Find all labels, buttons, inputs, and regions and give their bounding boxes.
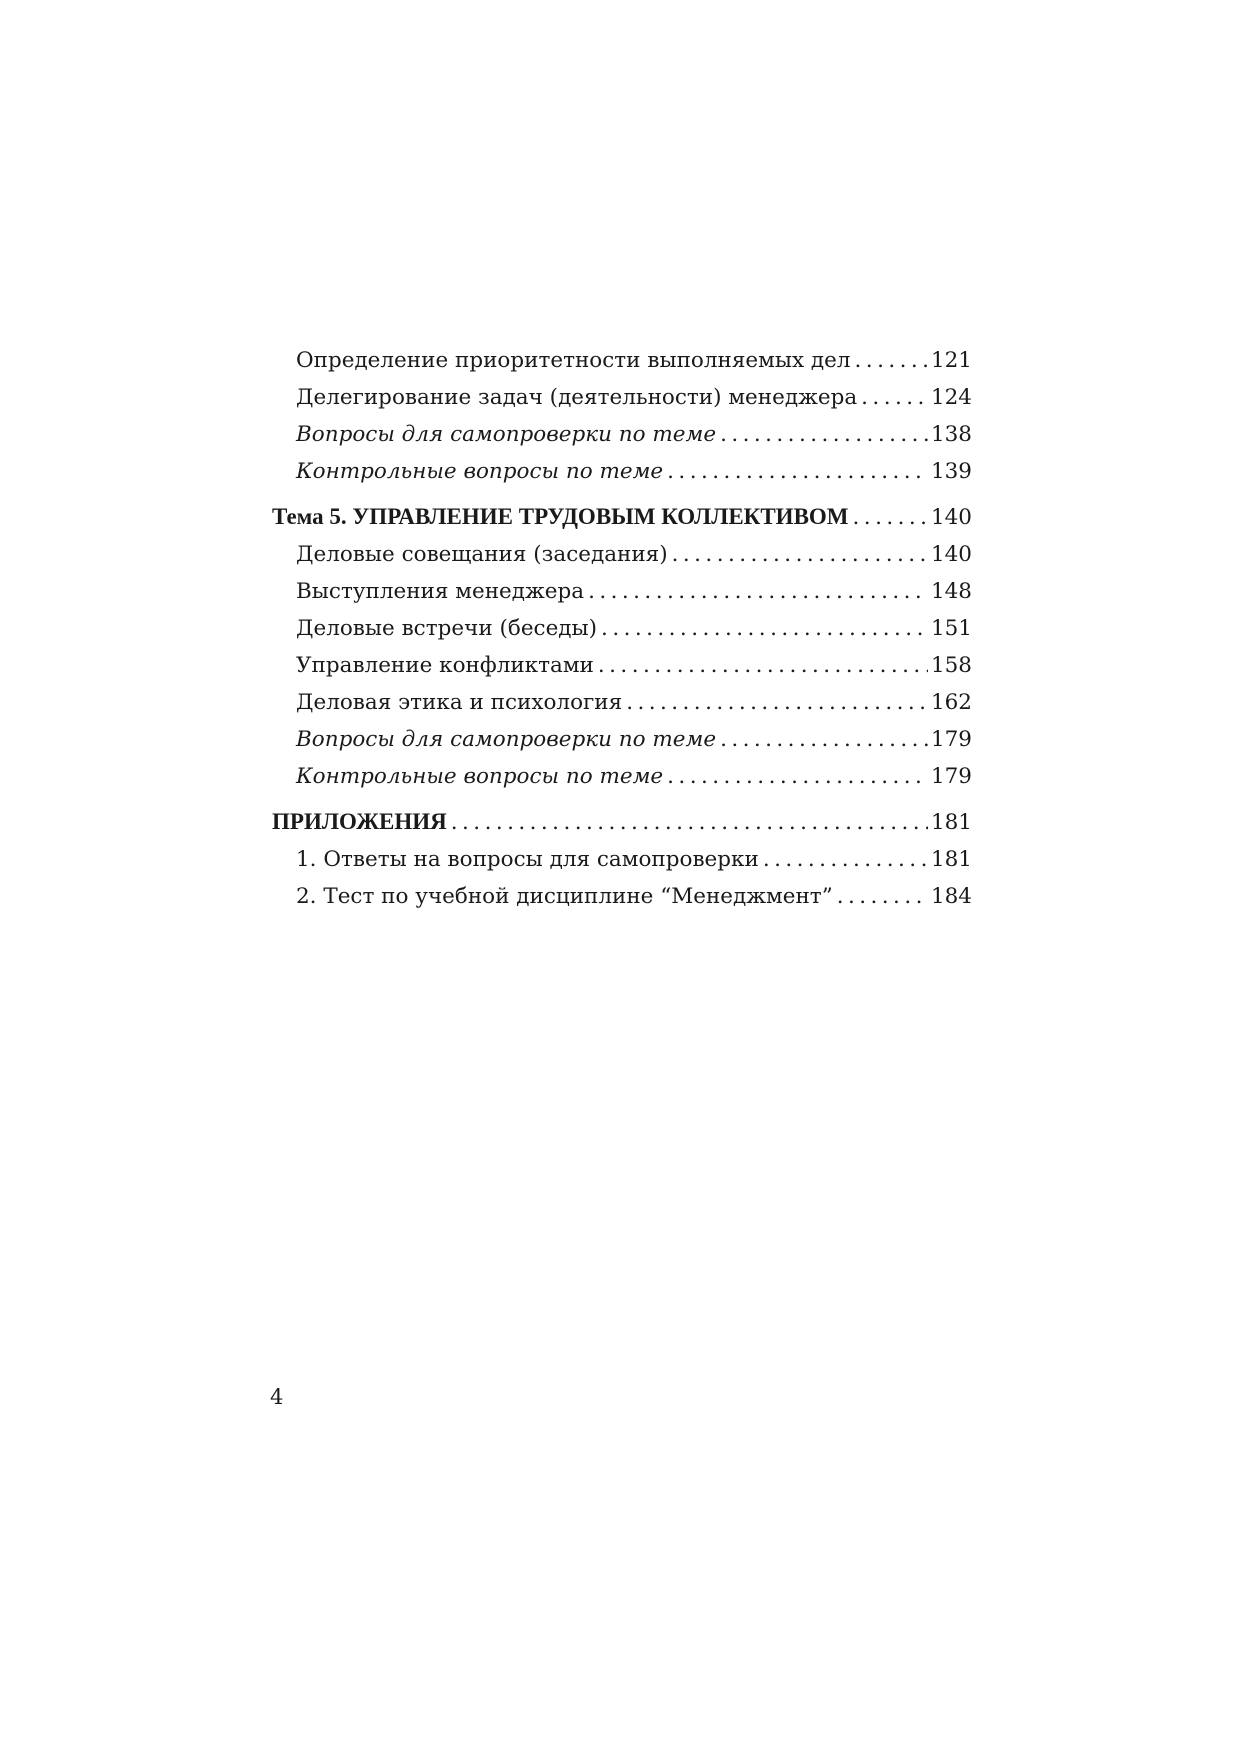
toc-entry-label: 1. Ответы на вопросы для самопроверки [296,847,759,872]
toc-entry[interactable] [272,841,972,878]
toc-page-number: 158 [930,653,972,678]
toc-entry-label: Деловая этика и психология [296,690,623,715]
dot-leader [451,804,928,841]
dot-leader [598,647,928,684]
dot-leader [588,573,928,610]
toc-entry[interactable] [272,684,972,721]
toc-page-number: 139 [930,459,972,484]
toc-entry-label: 2. Тест по учебной дисциплине “Менеджмент” [296,884,833,909]
toc-entry[interactable] [272,610,972,647]
toc-entry[interactable] [272,416,972,453]
toc-entry-label: Контрольные вопросы по теме [296,459,664,484]
toc-section-heading[interactable] [272,803,972,841]
toc-section-heading[interactable] [272,498,972,536]
dot-leader [855,342,928,379]
toc-page-number: 184 [930,884,972,909]
dot-leader [667,758,928,795]
toc-page-number: 148 [930,579,972,604]
toc-entry-label: Деловые совещания (заседания) [296,542,668,567]
dot-leader [837,878,928,915]
toc-page-number: 181 [930,847,972,872]
toc-entry[interactable] [272,453,972,490]
toc-page-number: 181 [930,810,972,835]
dot-leader [720,416,928,453]
toc-section-label: Тема 5. УПРАВЛЕНИЕ ТРУДОВЫМ КОЛЛЕКТИВОМ [272,504,849,529]
dot-leader [720,721,928,758]
dot-leader [626,684,928,721]
toc-entry[interactable] [272,647,972,684]
toc-entry[interactable] [272,536,972,573]
toc-page-number: 179 [930,764,972,789]
toc-entry-label: Деловые встречи (беседы) [296,616,598,641]
toc-entry-label: Вопросы для самопроверки по теме [296,727,717,752]
toc-page-number: 151 [930,616,972,641]
toc-entry[interactable] [272,379,972,416]
dot-leader [861,379,928,416]
toc-page-number: 179 [930,727,972,752]
page-number-footer: 4 [270,1385,284,1409]
toc-entry-label: Контрольные вопросы по теме [296,764,664,789]
dot-leader [667,453,928,490]
toc-entry[interactable] [272,758,972,795]
dot-leader [601,610,928,647]
toc-entry[interactable] [272,721,972,758]
toc-entry-label: Определение приоритетности выполняемых дел [296,348,851,373]
toc-page-number: 121 [930,348,972,373]
toc-entry[interactable] [272,878,972,915]
dot-leader [853,499,928,536]
table-of-contents [272,342,972,915]
dot-leader [763,841,928,878]
toc-entry-label: Вопросы для самопроверки по теме [296,422,717,447]
toc-entry-label: Управление конфликтами [296,653,594,678]
toc-entry-label: Выступления менеджера [296,579,585,604]
toc-entry[interactable] [272,342,972,379]
dot-leader [672,536,928,573]
toc-entry-label: Делегирование задач (деятельности) менеджера [296,385,858,410]
toc-page-number: 138 [930,422,972,447]
toc-page-number: 124 [930,385,972,410]
toc-entry[interactable] [272,573,972,610]
toc-section-label: ПРИЛОЖЕНИЯ [272,809,447,834]
toc-page-number: 140 [930,505,972,530]
toc-page-number: 162 [930,690,972,715]
toc-page-number: 140 [930,542,972,567]
